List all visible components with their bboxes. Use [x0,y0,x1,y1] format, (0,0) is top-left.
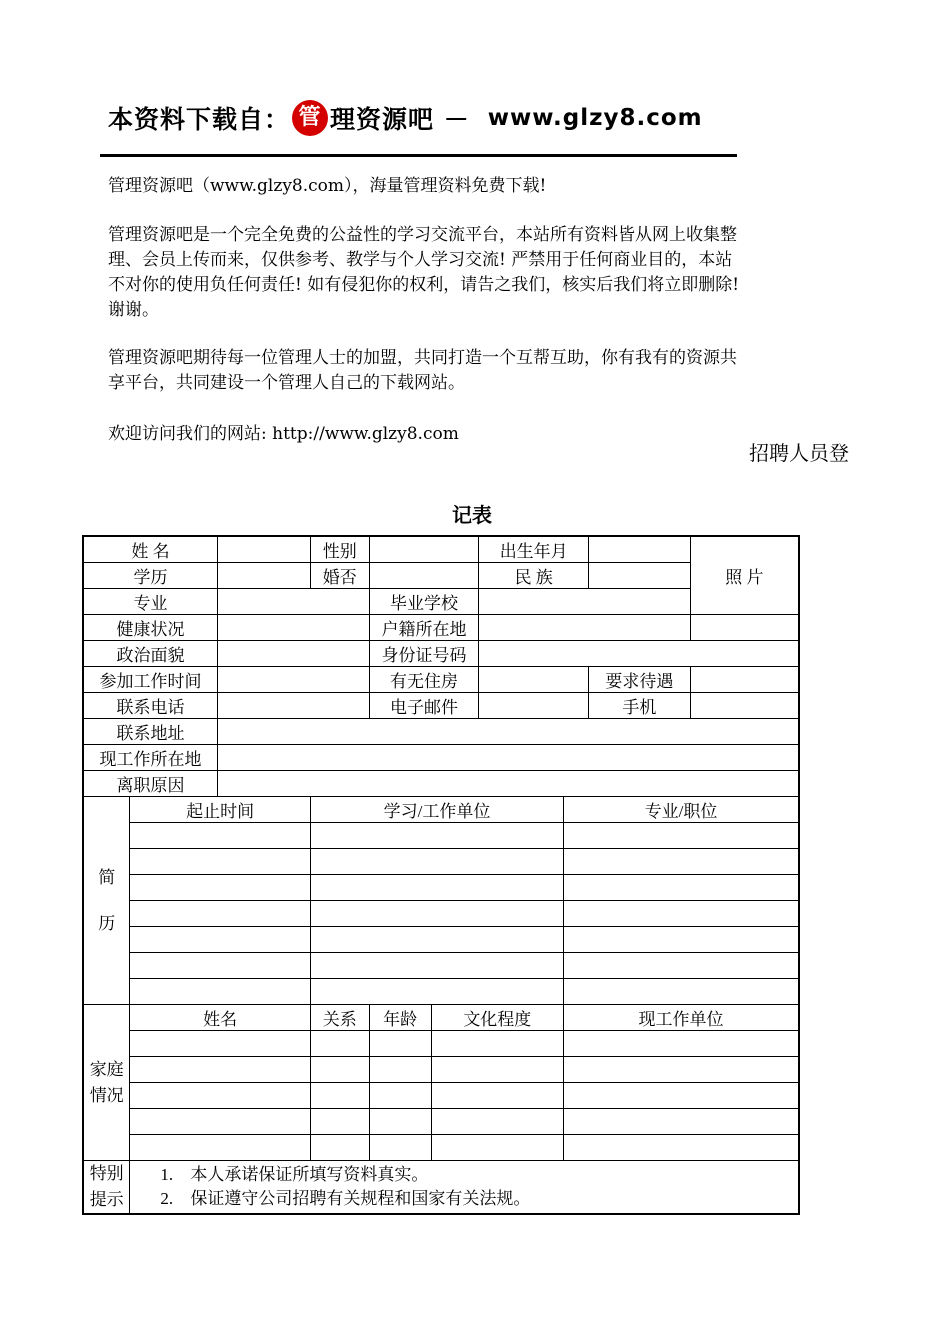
family-employer-cell[interactable] [564,1057,799,1083]
family-age-cell[interactable] [369,1057,431,1083]
mobile-field[interactable] [690,693,799,719]
mobile-label: 手机 [589,693,691,719]
resume-period-cell[interactable] [130,953,310,979]
table-row [83,1135,799,1161]
marital-label: 婚否 [310,563,369,589]
major-field[interactable] [218,589,370,615]
family-header-education: 文化程度 [431,1005,564,1031]
family-age-cell[interactable] [369,1109,431,1135]
email-label: 电子邮件 [369,693,479,719]
resume-position-cell[interactable] [564,849,799,875]
school-label: 毕业学校 [369,589,479,615]
table-row [83,849,799,875]
intro-paragraph-1: 管理资源吧（www.glzy8.com），海量管理资料免费下载! [108,176,547,196]
resume-organization-cell[interactable] [310,875,563,901]
major-label: 专业 [83,589,218,615]
table-row [83,1109,799,1135]
education-field[interactable] [218,563,311,589]
resume-period-cell[interactable] [130,979,310,1005]
photo-box[interactable]: 照 片 [690,536,799,615]
table-row [83,927,799,953]
table-row [83,1031,799,1057]
intro-paragraph-4: 欢迎访问我们的网站: http://www.glzy8.com [108,424,459,444]
resume-period-cell[interactable] [130,823,310,849]
resume-header-period: 起止时间 [130,797,310,823]
banner-prefix: 本资料下载自： [108,105,291,134]
resume-header-position: 专业/职位 [564,797,799,823]
family-header-name: 姓名 [130,1005,310,1031]
education-label: 学历 [83,563,218,589]
resume-position-cell[interactable] [564,875,799,901]
family-relation-cell[interactable] [310,1135,369,1161]
name-label: 姓 名 [83,536,218,563]
hukou-field[interactable] [479,615,690,641]
family-education-cell[interactable] [431,1031,564,1057]
ethnicity-field[interactable] [589,563,691,589]
resume-position-cell[interactable] [564,979,799,1005]
table-row [83,979,799,1005]
hukou-label: 户籍所在地 [369,615,479,641]
leave-reason-field[interactable] [218,771,799,797]
intro-paragraph-2: 管理资源吧是一个完全免费的公益性的学习交流平台，本站所有资料皆从网上收集整理、会员上传而来，仅供参考、教学与个人学习交流! 严禁用于任何商业目的，本站不对你的使用负任何责任! 如有侵犯你的权利，请告之我们，核实后我们将立即删除! 谢谢。 [108,225,740,320]
family-header-relation: 关系 [310,1005,369,1031]
resume-position-cell[interactable] [564,927,799,953]
notes-content [130,1161,799,1215]
table-row [83,901,799,927]
family-relation-cell[interactable] [310,1109,369,1135]
salary-label: 要求待遇 [589,667,691,693]
family-education-cell[interactable] [431,1109,564,1135]
gender-field[interactable] [369,536,479,563]
note-1-number: 1. [160,1165,174,1184]
banner-site-name: 理资源吧 － [330,105,470,134]
resume-period-cell[interactable] [130,849,310,875]
political-label: 政治面貌 [83,641,218,667]
leave-reason-label: 离职原因 [83,771,218,797]
family-employer-cell[interactable] [564,1109,799,1135]
resume-organization-cell[interactable] [310,953,563,979]
resume-section-label: 简 历 [83,797,130,1005]
family-name-cell[interactable] [130,1031,310,1057]
family-name-cell[interactable] [130,1135,310,1161]
family-employer-cell[interactable] [564,1031,799,1057]
table-row [83,953,799,979]
family-name-cell[interactable] [130,1057,310,1083]
resume-organization-cell[interactable] [310,823,563,849]
health-label: 健康状况 [83,615,218,641]
family-header-employer: 现工作单位 [564,1005,799,1031]
work-start-field[interactable] [218,667,370,693]
resume-period-cell[interactable] [130,927,310,953]
family-name-cell[interactable] [130,1083,310,1109]
address-label: 联系地址 [83,719,218,745]
note-1: 本人承诺保证所填写资料真实。 [190,1165,429,1184]
site-logo-icon: 管 [292,100,328,136]
table-row [83,1057,799,1083]
birth-field[interactable] [589,536,691,563]
banner-url[interactable]: www.glzy8.com [487,105,703,131]
address-field[interactable] [218,719,799,745]
resume-header-organization: 学习/工作单位 [310,797,563,823]
phone-field[interactable] [218,693,370,719]
resume-organization-cell[interactable] [310,901,563,927]
family-name-cell[interactable] [130,1109,310,1135]
intro-paragraph-3: 管理资源吧期待每一位管理人士的加盟，共同打造一个互帮互助，你有我有的资源共享平台，共同建设一个管理人自己的下载网站。 [108,348,737,393]
family-relation-cell[interactable] [310,1031,369,1057]
name-field[interactable] [218,536,311,563]
resume-position-cell[interactable] [564,901,799,927]
family-relation-cell[interactable] [310,1083,369,1109]
family-education-cell[interactable] [431,1135,564,1161]
health-field[interactable] [218,615,370,641]
phone-label: 联系电话 [83,693,218,719]
table-row [83,875,799,901]
note-2-number: 2. [160,1189,174,1208]
ethnicity-label: 民 族 [479,563,589,589]
housing-label: 有无住房 [369,667,479,693]
housing-field[interactable] [479,667,589,693]
resume-organization-cell[interactable] [310,927,563,953]
family-education-cell[interactable] [431,1083,564,1109]
download-banner [108,98,703,138]
family-section-label: 家庭 情况 [83,1005,130,1161]
id-number-label: 身份证号码 [369,641,479,667]
resume-organization-cell[interactable] [310,849,563,875]
id-number-field[interactable] [479,641,799,667]
photo-bottom-cell [690,615,799,641]
family-education-cell[interactable] [431,1057,564,1083]
work-location-label: 现工作所在地 [83,745,218,771]
form-title-part2: 记表 [452,505,492,527]
marital-field[interactable] [369,563,479,589]
political-field[interactable] [218,641,370,667]
birth-label: 出生年月 [479,536,589,563]
salary-field[interactable] [690,667,799,693]
family-age-cell[interactable] [369,1083,431,1109]
resume-organization-cell[interactable] [310,979,563,1005]
banner-divider [100,154,737,157]
notes-section-label: 特别 提示 [83,1161,130,1215]
note-2: 保证遵守公司招聘有关规程和国家有关法规。 [190,1189,531,1208]
form-title-part1: 招聘人员登 [749,443,849,465]
resume-position-cell[interactable] [564,823,799,849]
resume-period-cell[interactable] [130,901,310,927]
family-employer-cell[interactable] [564,1135,799,1161]
family-relation-cell[interactable] [310,1057,369,1083]
family-employer-cell[interactable] [564,1083,799,1109]
work-start-label: 参加工作时间 [83,667,218,693]
resume-position-cell[interactable] [564,953,799,979]
gender-label: 性别 [310,536,369,563]
table-row [83,1083,799,1109]
family-age-cell[interactable] [369,1031,431,1057]
family-header-age: 年龄 [369,1005,431,1031]
resume-period-cell[interactable] [130,875,310,901]
email-field[interactable] [479,693,589,719]
family-age-cell[interactable] [369,1135,431,1161]
table-row [83,823,799,849]
work-location-field[interactable] [218,745,799,771]
registration-form-table [82,535,800,1215]
school-field[interactable] [479,589,690,615]
